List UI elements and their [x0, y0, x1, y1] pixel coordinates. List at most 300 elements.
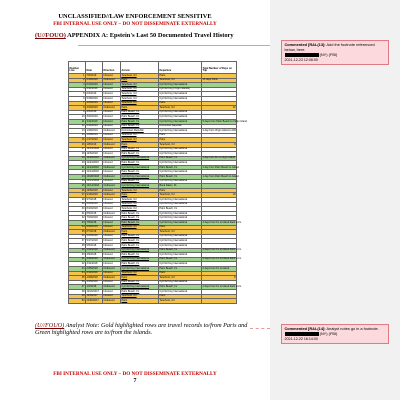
table-cell-dep: Palm Beach, FL: [159, 175, 202, 180]
table-cell-arr: Palm Beach, FL: [121, 239, 159, 244]
table-cell-arr: Cyril E King International: [121, 285, 159, 290]
table-cell-arr: Teterboro, NJ: [121, 83, 159, 88]
table-cell-arr: Palm Beach, FL: [121, 110, 159, 115]
table-cell-date: 6/4/2019: [86, 92, 103, 97]
table-cell-n: 26: [69, 188, 86, 193]
table-cell-days: [202, 299, 237, 304]
table-cell-dir: Outbound: [103, 156, 121, 161]
table-cell-days: 1 day from Palm Beach to Island: [202, 165, 239, 169]
table-cell-date: 3/24/2019: [86, 115, 103, 120]
table-cell-arr: Cyril E King International: [121, 175, 159, 180]
table-cell-dep: Teterboro, NJ: [159, 142, 202, 147]
table-cell-date: 3/26/2018: [86, 257, 103, 262]
table-cell-arr: Teterboro, NJ: [121, 271, 159, 276]
dissemination-header: FBI INTERNAL USE ONLY – DO NOT DISSEMINATE EXTERNALLY: [53, 21, 217, 27]
table-cell-date: 12/19/2018: [86, 147, 103, 152]
table-cell-dep: Cyril E King International: [159, 129, 202, 134]
column-header: Date: [86, 62, 103, 74]
dissemination-footer: FBI INTERNAL USE ONLY – DO NOT DISSEMINATE EXTERNALLY: [53, 371, 217, 377]
table-cell-arr: Palm Beach, FL: [121, 115, 159, 120]
table-cell-n: 20: [69, 161, 86, 166]
table-cell-n: 23: [69, 175, 86, 180]
table-cell-date: 5/30/2018: [86, 234, 103, 239]
note-text: Analyst Note: Gold highlighted rows are travel records to/from Paris and Green highlighted rows are to/from the islands.: [35, 322, 248, 337]
appendix-heading: [35, 32, 234, 39]
table-cell-arr: Cyril E King International: [121, 156, 159, 161]
table-cell-date: 5/18/2019: [86, 96, 103, 101]
table-cell-n: 18: [69, 152, 86, 157]
table-cell-arr: Teterboro, NJ: [121, 101, 159, 106]
table-cell-date: 11/26/2017: [86, 299, 103, 304]
table-cell-date: 10/28/2018: [86, 175, 103, 180]
table-cell-n: 38: [69, 243, 86, 248]
table-cell-arr: Paris: [121, 230, 159, 235]
table-cell-dir: Inbound: [103, 115, 121, 120]
table-cell-date: 6/7/2018: [86, 230, 103, 235]
table-cell-arr: Palm Beach, FL: [121, 234, 159, 239]
table-cell-dir: Inbound: [103, 239, 121, 244]
table-cell-dep: Cyril E King International: [159, 234, 202, 239]
table-cell-dir: Inbound: [103, 119, 121, 124]
table-cell-arr: Teterboro, NJ: [121, 202, 159, 207]
appendix-title: APPENDIX A: Epstein's Last 50 Documented Travel History: [65, 32, 234, 39]
table-header-row: [69, 62, 237, 74]
table-cell-date: 4/9/2018: [86, 253, 103, 258]
table-cell-n: 32: [69, 216, 86, 221]
table-cell-date: 1/29/2019: [86, 129, 103, 134]
comment-anchor-line: [250, 328, 270, 329]
table-cell-arr: Palm Beach, FL: [121, 216, 159, 221]
table-cell-n: 11: [69, 119, 86, 124]
page-number: 7: [133, 378, 137, 384]
table-cell-dep: Cyril E King International: [159, 83, 202, 88]
table-cell-days: 8: [202, 276, 237, 281]
table-cell-dir: Inbound: [103, 101, 121, 106]
table-cell-dep: Teterboro, NJ: [159, 106, 202, 111]
table-cell-days: 4 days from FL to island back to FL: [202, 248, 242, 252]
table-cell-date: 7/5/2018: [86, 221, 103, 226]
table-cell-dep: Cyril E King International: [159, 152, 202, 157]
table-cell-date: 7/6/2019: [86, 74, 103, 79]
table-cell-dir: Outbound: [103, 211, 121, 216]
table-cell-dir: Outbound: [103, 106, 121, 111]
table-cell-dir: Inbound: [103, 262, 121, 267]
table-cell-days: 1 day from FL to Virgin Island: [202, 156, 236, 160]
table-cell-date: 6/14/2019: [86, 83, 103, 88]
table-cell-dir: Inbound: [103, 234, 121, 239]
table-cell-n: 1: [69, 74, 86, 79]
table-cell-n: 10: [69, 115, 86, 120]
table-cell-dep: Cyril E King International: [159, 280, 202, 285]
table-cell-dep: Cyril E King International: [159, 115, 202, 120]
table-cell-date: 4/22/2018: [86, 248, 103, 253]
table-cell-n: 25: [69, 184, 86, 189]
table-cell-date: 4/30/2019: [86, 101, 103, 106]
table-cell-dir: Outbound: [103, 285, 121, 290]
table-cell-date: 3/11/2018: [86, 262, 103, 267]
column-header: Number Line: [69, 62, 86, 74]
table-cell-dep: Palm Beach, FL: [159, 207, 202, 212]
analyst-note: [35, 322, 250, 337]
table-cell-dir: Inbound: [103, 152, 121, 157]
table-cell-arr: Cyril E King International: [121, 248, 159, 253]
table-cell-dep: Teterboro, NJ: [159, 230, 202, 235]
table-cell-dir: Outbound: [103, 266, 121, 271]
table-body: [69, 73, 247, 304]
table-cell-date: 1/2/2018: [86, 285, 103, 290]
table-cell-date: 6/29/2018: [86, 225, 103, 230]
table-cell-dir: Inbound: [103, 96, 121, 101]
table-cell-days: 3 days from FL to island back to FL: [202, 220, 242, 224]
table-cell-dir: Inbound: [103, 83, 121, 88]
classification-header: UNCLASSIFIED//LAW ENFORCEMENT SENSITIVE: [58, 13, 212, 20]
table-cell-dir: Outbound: [103, 276, 121, 281]
table-cell-dep: Teterboro, NJ: [159, 276, 202, 281]
table-cell-dep: Cyril E King International: [159, 262, 202, 267]
table-cell-date: 1/8/2019: [86, 142, 103, 147]
column-header: Departure: [159, 62, 202, 74]
table-cell-dir: Inbound: [103, 110, 121, 115]
table-cell-n: 35: [69, 230, 86, 235]
table-cell-dir: Inbound: [103, 202, 121, 207]
table-cell-dep: Paris: [159, 133, 202, 138]
table-cell-n: 34: [69, 225, 86, 230]
table-cell-arr: Teterboro, NJ: [121, 198, 159, 203]
table-cell-date: 11/14/2018: [86, 170, 103, 175]
table-cell-arr: Palm Beach, FL: [121, 170, 159, 175]
table-cell-dir: Outbound: [103, 184, 121, 189]
table-cell-arr: Teterboro, NJ: [121, 294, 159, 299]
table-cell-n: 43: [69, 266, 86, 271]
table-cell-n: 31: [69, 211, 86, 216]
table-cell-date: 8/5/2018: [86, 211, 103, 216]
table-cell-n: 50: [69, 299, 86, 304]
table-cell-date: 8/10/2018: [86, 207, 103, 212]
table-cell-dir: Inbound: [103, 133, 121, 138]
table-cell-arr: Palm Beach, FL: [121, 179, 159, 184]
table-cell-arr: Teterboro, NJ: [121, 87, 159, 92]
table-cell-dir: Inbound: [103, 280, 121, 285]
table-cell-arr: Palm Beach, FL: [121, 289, 159, 294]
table-cell-dir: Outbound: [103, 299, 121, 304]
table-cell-dep: Paris: [159, 74, 202, 79]
table-cell-arr: Teterboro, NJ: [121, 74, 159, 79]
table-cell-date: 6/19/2019: [86, 78, 103, 83]
table-cell-days: 19: [202, 193, 237, 198]
table-cell-arr: Teterboro, NJ: [121, 133, 159, 138]
table-cell-n: 36: [69, 234, 86, 239]
table-cell-date: 5/5/2018: [86, 243, 103, 248]
table-cell-date: 11/26/2018: [86, 156, 103, 161]
table-cell-dep: Paris: [159, 225, 202, 230]
table-cell-n: 48: [69, 289, 86, 294]
table-cell-date: 6/11/2019: [86, 87, 103, 92]
table-cell-dep: Dominican Republic: [159, 124, 202, 129]
table-cell-dep: Cyril E King International: [159, 221, 202, 226]
table-cell-dir: Inbound: [103, 87, 121, 92]
table-cell-arr: Palm Beach, FL: [121, 221, 159, 226]
table-cell-dir: Outbound: [103, 165, 121, 170]
table-cell-n: 4: [69, 87, 86, 92]
table-cell-dir: Inbound: [103, 138, 121, 143]
table-cell-arr: Palm Beach, FL: [121, 211, 159, 216]
column-header: Direction: [103, 62, 121, 74]
table-cell-dep: Teterboro, NJ: [159, 193, 202, 198]
table-cell-arr: Teterboro, NJ: [121, 92, 159, 97]
column-header: Total Number of Days on Trip: [202, 62, 237, 74]
table-cell-n: 17: [69, 147, 86, 152]
table-cell-dir: Outbound: [103, 175, 121, 180]
table-cell-dep: Cyril E King International: [159, 147, 202, 152]
comment-date: 2021-12-23 12:08:00: [284, 58, 318, 62]
table-cell-dep: Cyril E King International: [159, 161, 202, 166]
table-cell-dep: Paris: [159, 138, 202, 143]
table-cell-n: 6: [69, 96, 86, 101]
table-cell-dep: Cyril E King International: [159, 110, 202, 115]
table-cell-dep: Paris: [159, 271, 202, 276]
table-cell-date: 8/20/2018: [86, 202, 103, 207]
table-cell-arr: Paris: [121, 193, 159, 198]
table-cell-arr: Cyril E King International: [121, 165, 159, 170]
table-cell-dep: Paris: [159, 294, 202, 299]
table-cell-dir: Outbound: [103, 142, 121, 147]
table-cell-n: 22: [69, 170, 86, 175]
table-cell-n: 42: [69, 262, 86, 267]
table-cell-dir: Inbound: [103, 74, 121, 79]
table-cell-arr: Dominican Republic: [121, 129, 159, 134]
table-cell-dir: Inbound: [103, 221, 121, 226]
table-cell-n: 13: [69, 129, 86, 134]
table-cell-dir: Inbound: [103, 289, 121, 294]
table-cell-date: 2/25/2018: [86, 266, 103, 271]
table-cell-arr: Teterboro, NJ: [121, 225, 159, 230]
table-cell-n: 2: [69, 78, 86, 83]
table-cell-arr: Paris: [121, 106, 159, 111]
table-cell-dep: Paris: [159, 188, 202, 193]
table-cell-dep: Cyril E King International: [159, 289, 202, 294]
table-cell-n: 44: [69, 271, 86, 276]
table-cell-dep: Palm Beach, FL: [159, 257, 202, 262]
comment-balloon[interactable]: [281, 40, 389, 65]
table-cell-arr: Teterboro, NJ: [121, 138, 159, 143]
table-cell-dep: Cyril E King International: [159, 170, 202, 175]
table-cell-arr: Teterboro, NJ: [121, 96, 159, 101]
table-cell-date: 1/28/2018: [86, 276, 103, 281]
redaction-block: [285, 332, 319, 336]
table-cell-n: 21: [69, 165, 86, 170]
table-cell-dep: Cyril E King International: [159, 239, 202, 244]
table-cell-days: 10: [202, 106, 237, 111]
table-cell-date: 1/28/2019: [86, 133, 103, 138]
table-cell-dir: Inbound: [103, 92, 121, 97]
table-cell-dir: Inbound: [103, 294, 121, 299]
table-cell-date: 4/20/2019: [86, 106, 103, 111]
table-cell-dep: Cyril E King (Virgin Islands): [159, 87, 202, 92]
table-cell-dir: Inbound: [103, 207, 121, 212]
table-cell-n: 12: [69, 124, 86, 129]
table-cell-arr: Palm Beach, FL: [121, 152, 159, 157]
table-cell-dir: Inbound: [103, 225, 121, 230]
table-cell-date: 7/23/2018: [86, 216, 103, 221]
comment-anchor-line: [78, 45, 270, 46]
table-cell-arr: Palm Beach, FL: [121, 280, 159, 285]
table-cell-dep: Teterboro, NJ: [159, 299, 202, 304]
table-cell-n: 29: [69, 202, 86, 207]
table-cell-dep: Palm Beach, FL: [159, 266, 202, 271]
table-cell-dep: Cyril E King International: [159, 253, 202, 258]
table-cell-dir: Outbound: [103, 248, 121, 253]
table-cell-n: 3: [69, 83, 86, 88]
table-cell-dir: Inbound: [103, 147, 121, 152]
table-cell-days: 5 days from Palm Beach to Virgin Island: [202, 119, 247, 123]
table-cell-dep: Cyril E King International: [159, 119, 202, 124]
note-marking: (U//FOUO): [35, 322, 65, 329]
table-cell-dir: Inbound: [103, 243, 121, 248]
comment-author-suffix: (NY) (FBI): [318, 52, 338, 57]
table-cell-date: 2/12/2018: [86, 271, 103, 276]
table-cell-dir: Inbound: [103, 253, 121, 258]
table-cell-dep: Cyril E King International: [159, 211, 202, 216]
table-cell-n: 16: [69, 142, 86, 147]
table-cell-arr: Cyril E King International: [121, 266, 159, 271]
table-cell-n: 47: [69, 285, 86, 290]
table-cell-n: 7: [69, 101, 86, 106]
comment-balloon[interactable]: [281, 324, 389, 344]
table-cell-dir: Inbound: [103, 216, 121, 221]
table-cell-dep: Palm Beach, FL: [159, 285, 202, 290]
table-cell-date: 11/14/2018: [86, 165, 103, 170]
table-cell-dir: Outbound: [103, 129, 121, 134]
table-cell-n: 19: [69, 156, 86, 161]
table-cell-dep: Cyril E King International: [159, 243, 202, 248]
table-cell-arr: Palm Beach, FL: [121, 147, 159, 152]
table-cell-dep: Cyril E King International: [159, 198, 202, 203]
table-cell-n: 46: [69, 280, 86, 285]
table-cell-arr: Palm Beach, FL: [121, 161, 159, 166]
comment-date: 2021-12-22 16:14:00: [284, 337, 318, 341]
table-cell-date: 12/6/2018: [86, 152, 103, 157]
table-cell-n: 37: [69, 239, 86, 244]
table-cell-arr: Teterboro, NJ: [121, 188, 159, 193]
table-cell-arr: Palm Beach, FL: [121, 262, 159, 267]
table-cell-dep: Boca Raton, FL: [159, 184, 202, 189]
table-cell-days: 4 days from FL to island back to FL: [202, 285, 242, 288]
table-cell-dep: Cyril E King International: [159, 179, 202, 184]
table-cell-days: 5 days from FL to island back to FL: [202, 257, 242, 261]
table-cell-dir: Inbound: [103, 198, 121, 203]
table-cell-date: 1/15/2018: [86, 280, 103, 285]
table-cell-dir: Inbound: [103, 271, 121, 276]
table-cell-arr: Paris: [121, 78, 159, 83]
table-cell-date: 2/14/2019: [86, 124, 103, 129]
table-cell-arr: Palm Beach, FL: [121, 119, 159, 124]
table-cell-date: 9/7/2018: [86, 198, 103, 203]
table-cell-days: 15 days Paris: [202, 78, 237, 83]
column-header: Arrival: [121, 62, 159, 74]
redaction-block: [285, 53, 319, 57]
table-cell-arr: Paris: [121, 299, 159, 304]
table-cell-dir: Inbound: [103, 161, 121, 166]
table-cell-dir: Outbound: [103, 257, 121, 262]
table-cell-dir: Inbound: [103, 179, 121, 184]
table-cell-days: 1 day from Virgin Island to DR: [202, 128, 236, 132]
table-cell-n: 30: [69, 207, 86, 212]
table-cell-n: 39: [69, 248, 86, 253]
table-cell-dep: Cyril E King International: [159, 202, 202, 207]
table-cell-dir: Outbound: [103, 78, 121, 83]
table-cell-arr: Palm Beach, FL: [121, 243, 159, 248]
table-cell-n: 9: [69, 110, 86, 115]
table-cell-arr: Palm Beach, FL: [121, 253, 159, 258]
table-cell-arr: Paris: [121, 142, 159, 147]
table-cell-dep: Teterboro, NJ: [159, 78, 202, 83]
table-cell-n: 45: [69, 276, 86, 281]
table-cell-arr: Teterboro, NJ: [121, 207, 159, 212]
table-cell-dir: Inbound: [103, 124, 121, 129]
table-cell-n: 33: [69, 221, 86, 226]
table-cell-date: 9/16/2018: [86, 193, 103, 198]
table-cell-n: 24: [69, 179, 86, 184]
table-cell-dep: Palm Beach, FL: [159, 248, 202, 253]
table-cell-n: 40: [69, 253, 86, 258]
table-cell-dir: Inbound: [103, 188, 121, 193]
table-cell-n: 15: [69, 138, 86, 143]
table-cell-n: 49: [69, 294, 86, 299]
table-cell-date: 1/17/2019: [86, 138, 103, 143]
table-cell-date: 10/14/2018: [86, 184, 103, 189]
table-cell-dep: Cyril E King International: [159, 96, 202, 101]
table-cell-dir: Inbound: [103, 170, 121, 175]
table-cell-n: 28: [69, 198, 86, 203]
comment-text: Add the footnote referenced below, here.: [284, 42, 375, 52]
table-cell-arr: Paris: [121, 276, 159, 281]
table-cell-dir: Outbound: [103, 230, 121, 235]
comment-text: Analyst notes go in a footnote.: [325, 326, 379, 331]
table-cell-date: 10/5/2018: [86, 188, 103, 193]
travel-history-table: [68, 61, 247, 304]
table-cell-dep: Palm Beach, FL: [159, 165, 202, 170]
table-cell-days: 9: [202, 142, 237, 147]
table-cell-dep: Cyril E King International: [159, 216, 202, 221]
table-cell-date: 11/23/2018: [86, 161, 103, 166]
table-cell-date: 12/20/2017: [86, 289, 103, 294]
table-cell-arr: Cyril E King International: [121, 184, 159, 189]
comment-label: Commented [RAL(13]:: [284, 42, 326, 47]
table-cell-dep: Palm Beach, FL: [159, 156, 202, 161]
table-cell-n: 41: [69, 257, 86, 262]
table-cell-date: 4/5/2019: [86, 110, 103, 115]
appendix-marking: (U//FOUO): [35, 32, 66, 39]
table-cell-n: 8: [69, 106, 86, 111]
table-cell-date: 5/17/2018: [86, 239, 103, 244]
table-cell-date: 3/11/2019: [86, 119, 103, 124]
table-cell-n: 14: [69, 133, 86, 138]
comment-author-suffix: (NY) (FBI): [318, 331, 338, 336]
table-cell-arr: Cyril E King International: [121, 257, 159, 262]
table-cell-dep: Paris: [159, 101, 202, 106]
comment-label: Commented [RAL(14]:: [284, 326, 326, 331]
table-cell-n: 5: [69, 92, 86, 97]
table-cell-arr: Palm Beach, FL: [121, 124, 159, 129]
table-row: [69, 299, 237, 304]
table-cell-dep: Cyril E King International: [159, 92, 202, 97]
table-cell-days: 2 days from FL to island: [202, 266, 237, 271]
table-cell-date: 10/21/2018: [86, 179, 103, 184]
table-cell-days: 1 day from Palm Beach to Island: [202, 174, 239, 178]
table-cell-date: 12/8/2017: [86, 294, 103, 299]
table-cell-dir: Outbound: [103, 193, 121, 198]
table-cell-n: 27: [69, 193, 86, 198]
